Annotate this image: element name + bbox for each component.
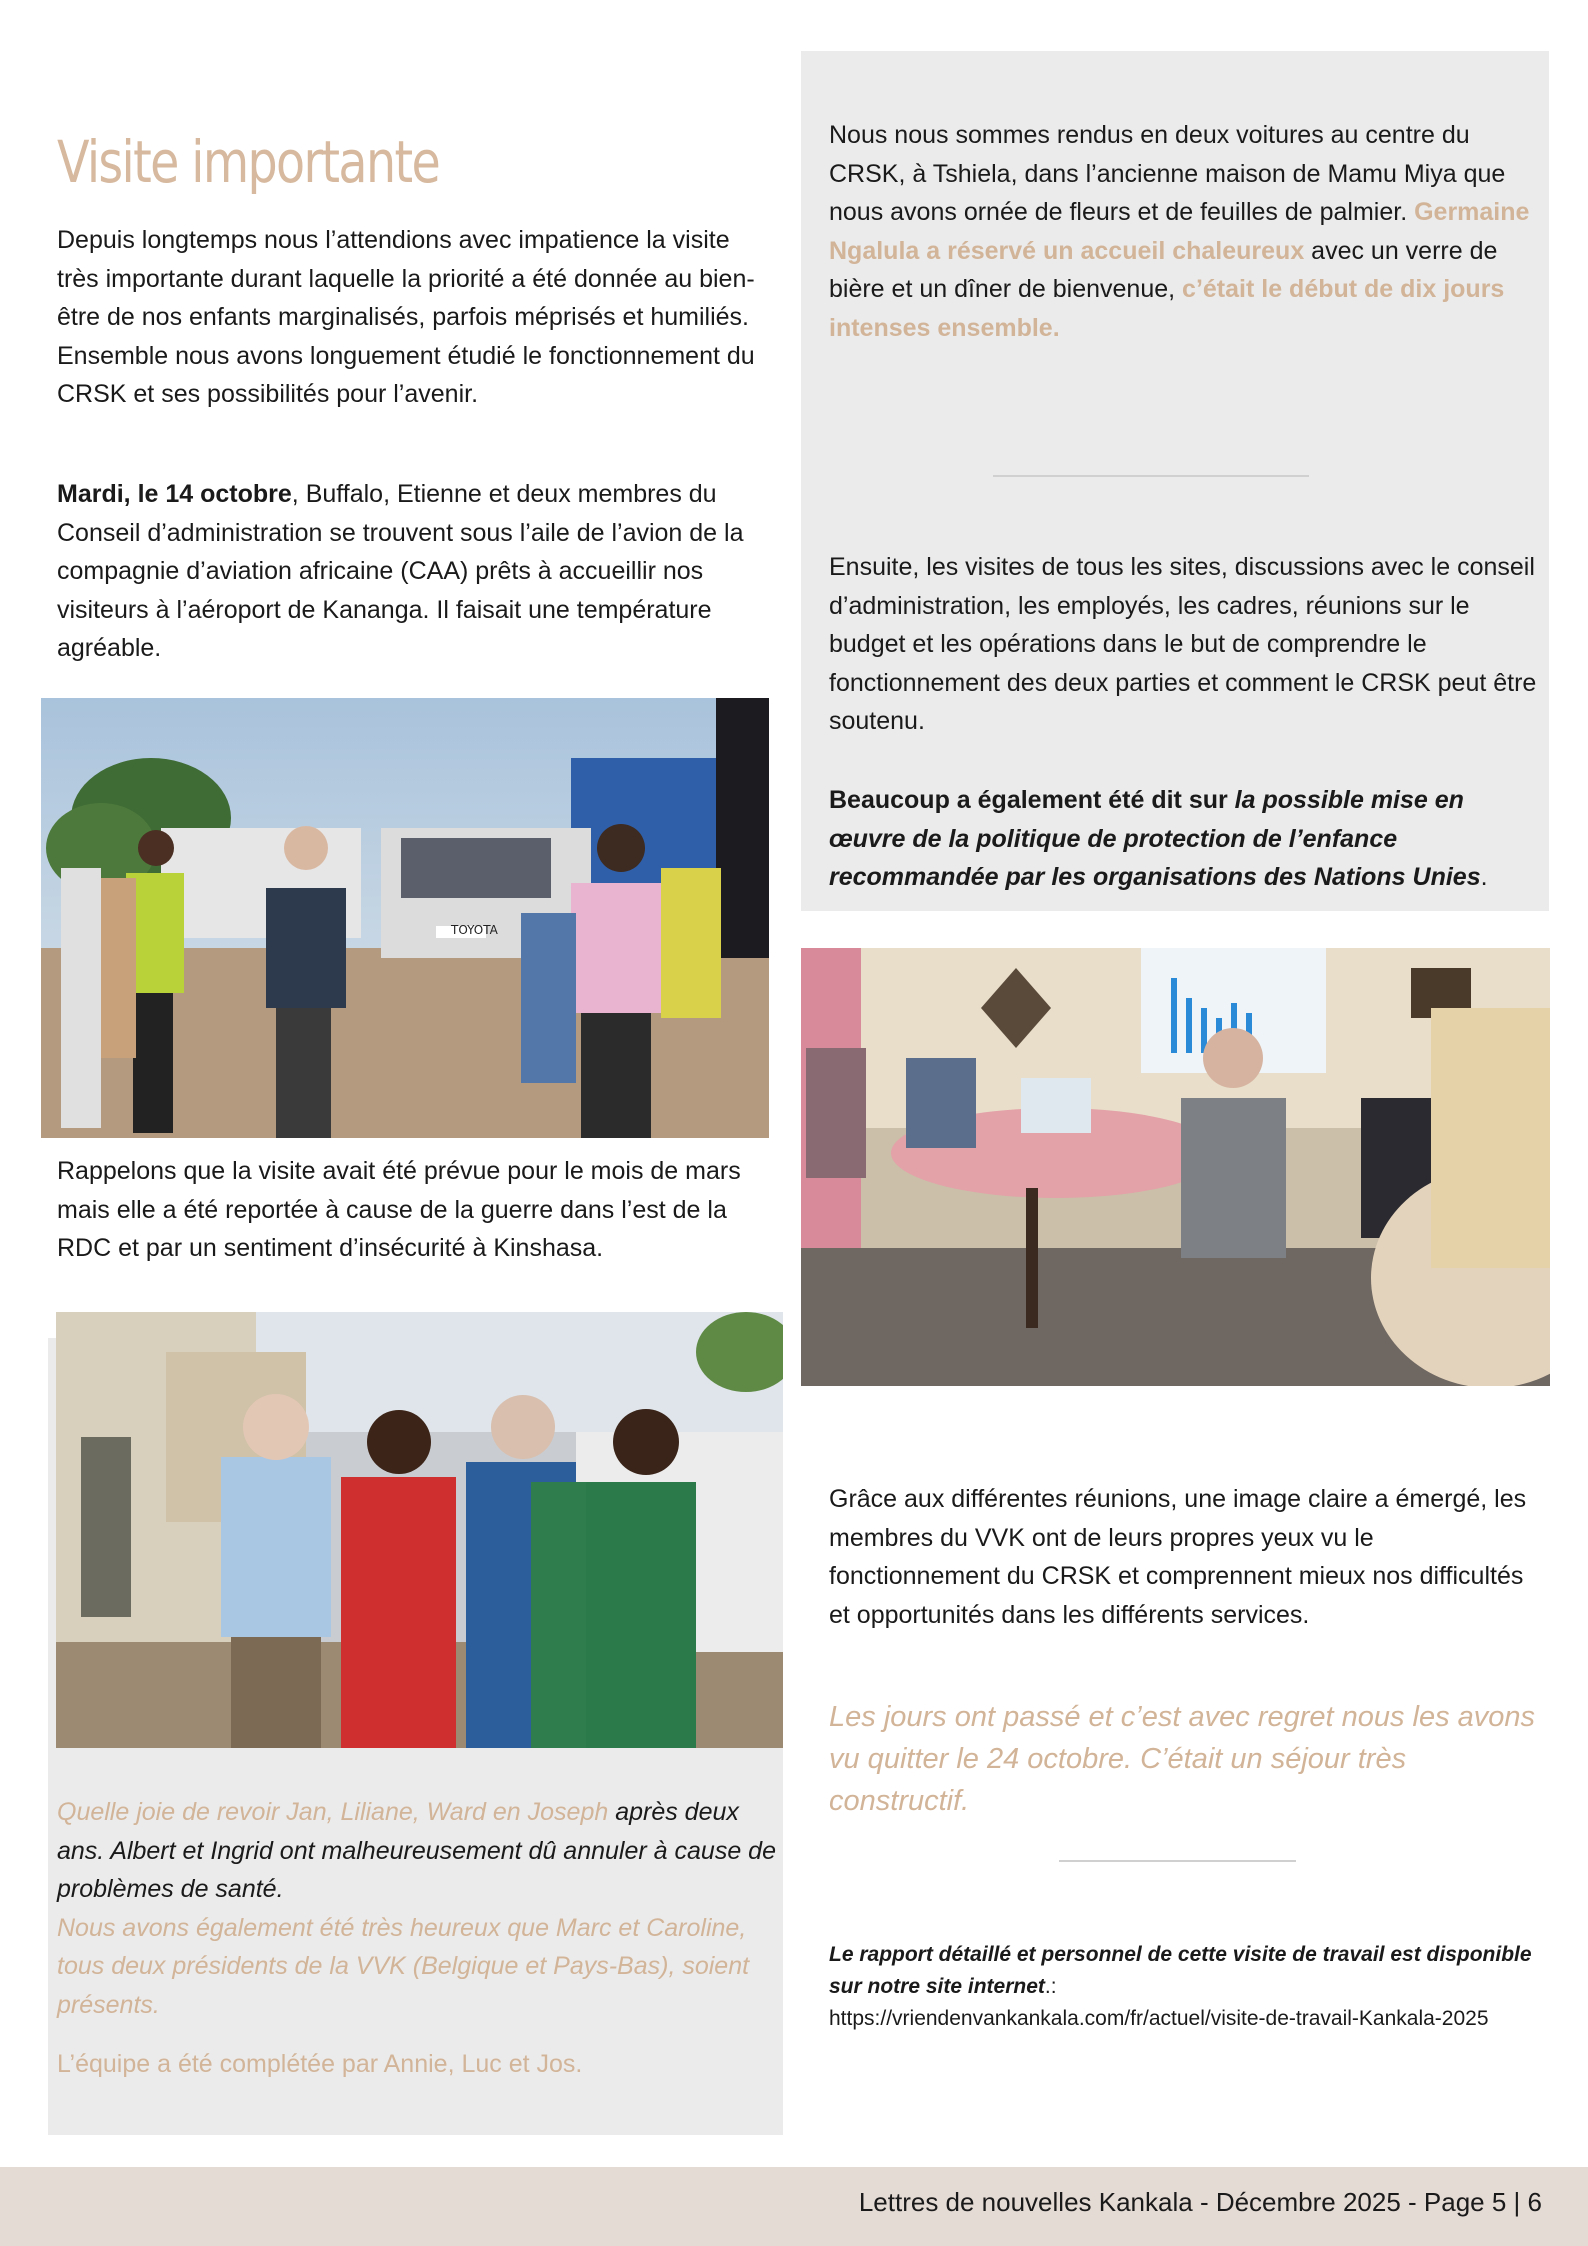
intense-days-highlight: c’était le début de dix jours intenses ensemble.: [829, 275, 1505, 342]
toyota-plate: TOYOTA: [451, 923, 498, 937]
farewell-quote: Les jours ont passé et c’est avec regret nous les avons vu quitter le 24 octobre. C’était un séjour très constructif.: [829, 1701, 1536, 1817]
arrival-text: , Buffalo, Etienne et deux membres du Conseil d’administration se trouvent sous l’aile de l’avion de la compagnie d’aviation africaine (CAA) prêts à accueillir nos visiteurs à l’aéroport de Kananga. Il faisait une température agréable.: [57, 480, 744, 662]
arrival-date: Mardi, le 14 octobre: [57, 480, 292, 508]
welcome-highlight: Germaine Ngalula a réservé un accueil chaleureux: [829, 198, 1530, 265]
report-paragraph: [829, 1939, 1549, 2035]
intro-paragraph: Depuis longtemps nous l’attendions avec impatience la visite très importante durant laquelle la priorité a été donnée au bien-être de nos enfants marginalisés, parfois méprisés et humiliés. Ensemble nous avons longuement étudié le fonctionnement du CRSK et ses possibilités pour l’avenir.: [57, 226, 755, 408]
group-photo: [56, 1312, 783, 1748]
report-link[interactable]: https://vriendenvankankala.com/fr/actuel/visite-de-travail-Kankala-2025: [829, 2007, 1489, 2030]
postponed-paragraph: Rappelons que la visite avait été prévue pour le mois de mars mais elle a été reportée à cause de la guerre dans l’est de la RDC et par un sentiment d’insécurité à Kinshasa.: [57, 1157, 741, 1262]
policy-italic: la possible mise en œuvre de la politique de protection de l’enfance recommandée par les organisations des Nations Unies: [829, 786, 1481, 891]
arrival-paragraph: [57, 475, 777, 668]
page-title: Visite importante: [57, 128, 440, 196]
divider-rule-2: [1059, 1860, 1296, 1862]
meeting-photo: [801, 948, 1550, 1386]
child-protection-paragraph: [829, 781, 1544, 897]
airport-photo: [41, 698, 769, 1138]
policy-end: .: [1480, 863, 1488, 891]
site-visits-paragraph: Ensuite, les visites de tous les sites, discussions avec le conseil d’administration, les employés, les cadres, réunions sur le budget et les opérations dans le but de comprendre le fonctionnement des deux parties et comment le CRSK peut être soutenu.: [829, 553, 1537, 735]
divider-rule: [993, 475, 1309, 477]
presidents-text: Nous avons également été très heureux que Marc et Caroline, tous deux présidents de la VVK (Belgique et Pays-Bas), soient présents.: [57, 1913, 750, 2019]
joy-names: Quelle joie de revoir Jan, Liliane, Ward en Joseph: [57, 1798, 609, 1826]
footer-text: Lettres de nouvelles Kankala - Décembre 2025 - Page 5 | 6: [858, 2187, 1542, 2217]
tshiela-paragraph: [829, 116, 1539, 347]
report-text: Le rapport détaillé et personnel de cette visite de travail est disponible sur notre site internet: [829, 1943, 1532, 1998]
dinner-text: avec un verre de bière et un dîner de bienvenue,: [829, 236, 1498, 303]
policy-intro: Beaucoup a également été dit sur: [829, 786, 1235, 814]
joy-text: après deux ans. Albert et Ingrid ont malheureusement dû annuler à cause de problèmes de santé.: [57, 1798, 776, 1903]
meetings-paragraph: Grâce aux différentes réunions, une image claire a émergé, les membres du VVK ont de leurs propres yeux vu le fonctionnement du CRSK et comprennent mieux nos difficultés et opportunités dans les différents services.: [829, 1485, 1527, 1629]
report-colon: .:: [1044, 1975, 1057, 1998]
team-paragraph: L’équipe a été complétée par Annie, Luc et Jos.: [57, 2050, 583, 2078]
joy-paragraph: [57, 1793, 777, 2024]
footer-bar: [0, 2167, 1588, 2246]
tshiela-text: Nous nous sommes rendus en deux voitures au centre du CRSK, à Tshiela, dans l’ancienne maison de Mamu Miya que nous avons ornée de fleurs et de feuilles de palmier.: [829, 121, 1506, 226]
